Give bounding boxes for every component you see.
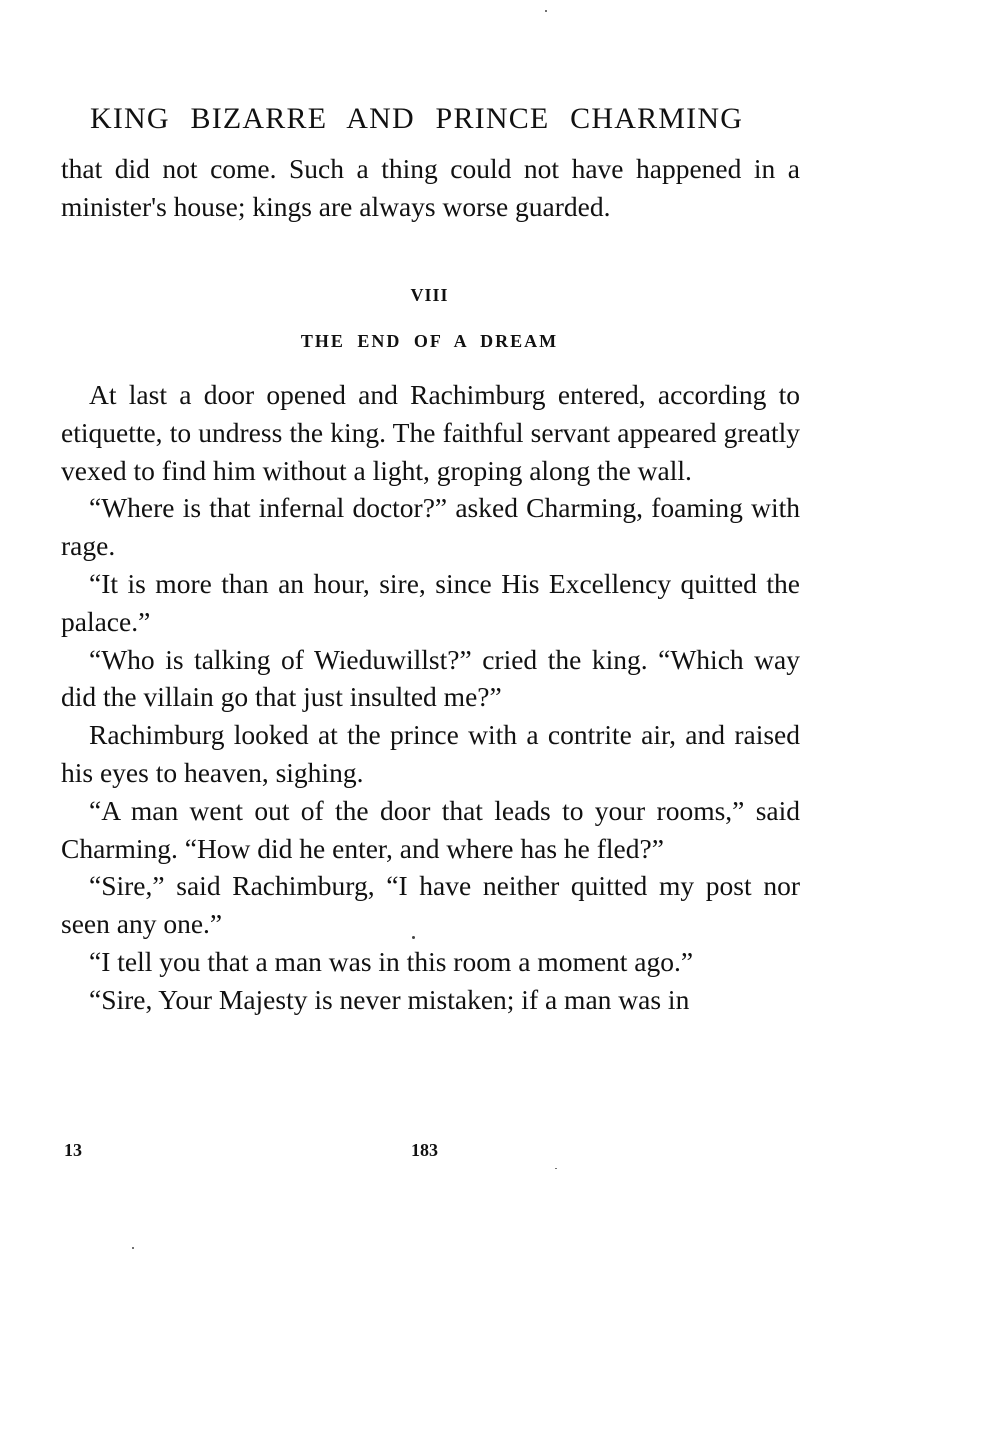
chapter-title: THE END OF A DREAM [300, 331, 559, 351]
paragraph: At last a door opened and Rachimburg entered, according to etiquette, to undress the king. The faithful servant appeared greatly vexed to find him without a light, groping along the wall. [61, 379, 800, 486]
paragraph-last: “Sire, Your Majesty is never mistaken; if a man was in [89, 983, 690, 1015]
running-head: KING BIZARRE AND PRINCE CHARMING [90, 102, 744, 135]
scan-speck [545, 10, 547, 12]
paragraph: “A man went out of the door that leads to your rooms,” said Charming. “How did he enter, and where has he fled?” [61, 794, 800, 864]
scan-speck [412, 936, 415, 939]
paragraph: “Where is that infernal doctor?” asked Charming, foaming with rage. [61, 492, 800, 562]
paragraph: “It is more than an hour, sire, since His Excellency quitted the palace.” [61, 567, 800, 637]
paragraph: “Who is talking of Wieduwillst?” cried the king. “Which way did the villain go that just insulted me?” [61, 643, 800, 713]
paragraph: “I tell you that a man was in this room a moment ago.” [89, 945, 694, 977]
scan-speck [555, 1168, 557, 1169]
page-number: 183 [411, 1140, 438, 1160]
paragraph: Rachimburg looked at the prince with a contrite air, and raised his eyes to heaven, sighing. [61, 719, 800, 788]
signature-mark: 13 [64, 1140, 82, 1160]
continued-text [61, 150, 800, 226]
paragraph: “Sire,” said Rachimburg, “I have neither quitted my post nor seen any one.” [61, 870, 800, 940]
top-paragraph: that did not come. Such a thing could not have happened in a minister's house; kings are always worse guarded. [61, 153, 800, 222]
chapter-body [61, 376, 800, 1019]
scan-speck [132, 1247, 134, 1249]
chapter-number: VIII [410, 285, 449, 305]
